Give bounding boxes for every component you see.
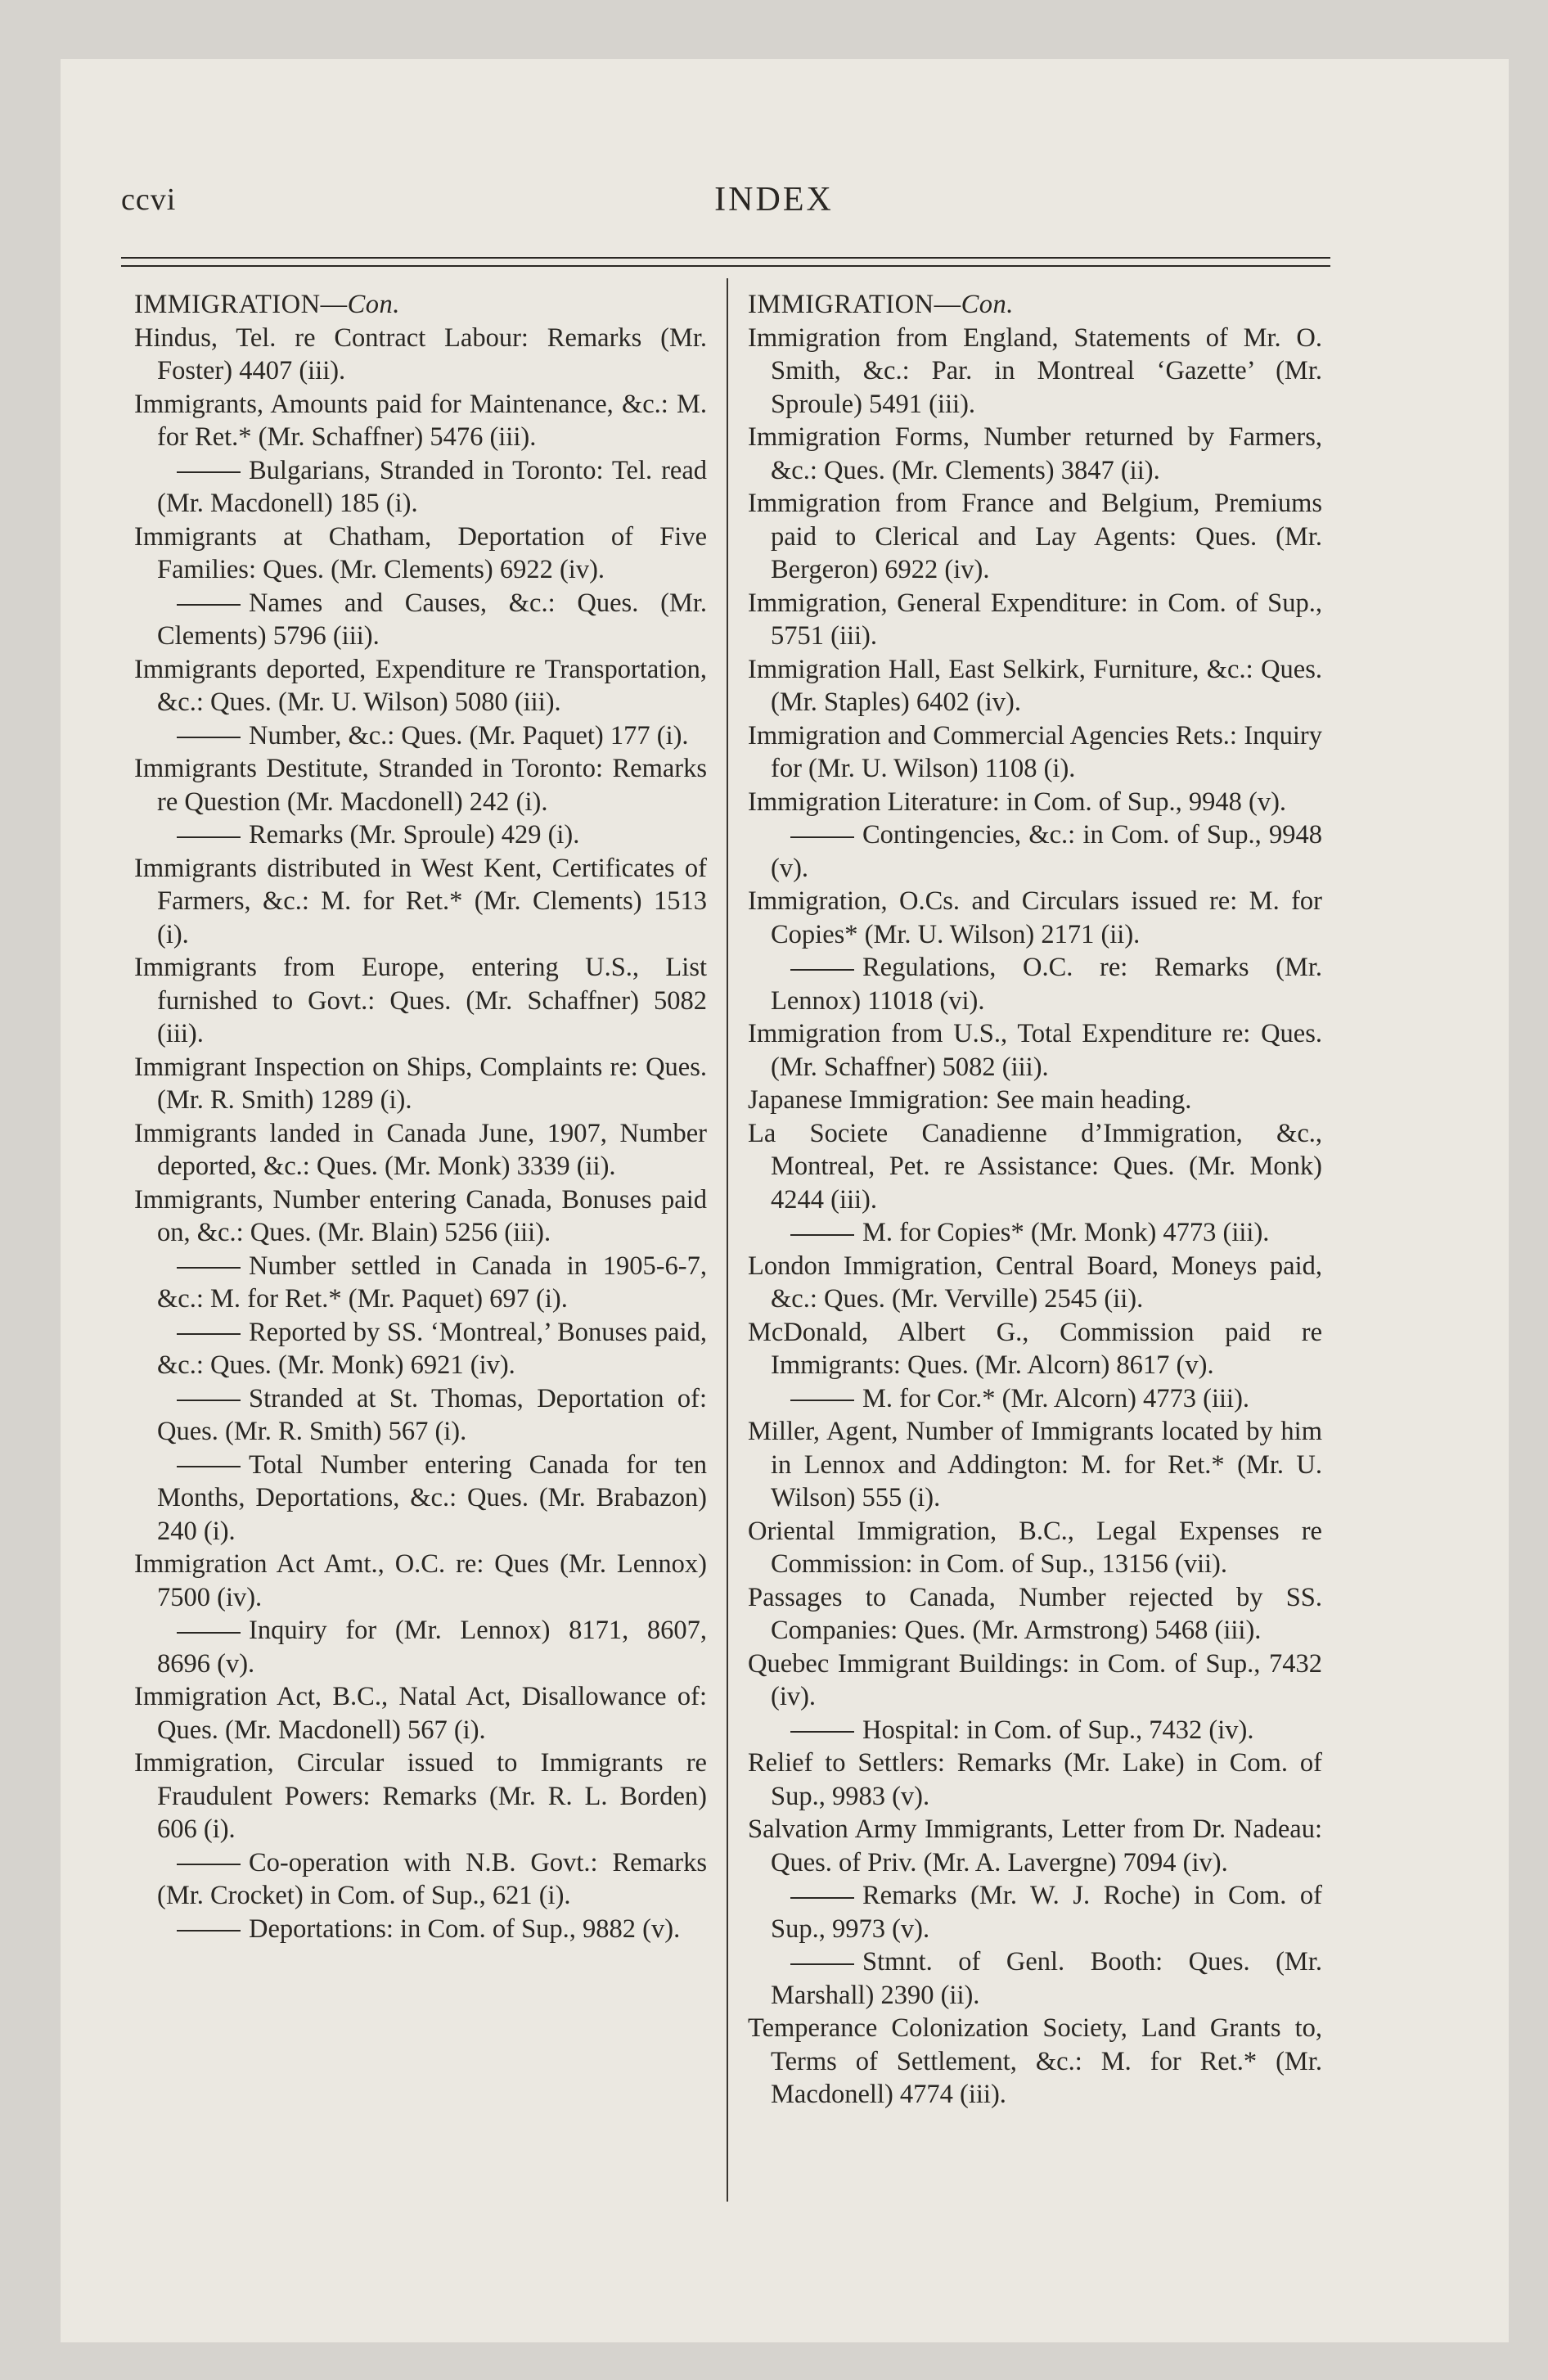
index-subentry: [134, 1250, 707, 1316]
entry-text: Hospital: in Com. of Sup., 7432 (iv).: [862, 1715, 1254, 1745]
index-subentry: [134, 1449, 707, 1548]
entry-text: M. for Copies* (Mr. Monk) 4773 (iii).: [862, 1218, 1270, 1247]
index-subentry: [134, 818, 707, 852]
index-entry: [748, 1515, 1322, 1581]
index-entry: [748, 2012, 1322, 2112]
left-entries: [134, 322, 707, 1946]
entry-text: Immigration from France and Belgium, Premiums paid to Clerical and Lay Agents: Ques. (Mr. Bergeron) 6922 (iv).: [748, 489, 1322, 584]
entry-text: Oriental Immigration, B.C., Legal Expenses re Commission: in Com. of Sup., 13156 (vii).: [748, 1516, 1322, 1579]
index-subentry: [134, 1614, 707, 1680]
index-entry: [134, 322, 707, 388]
column-divider: [727, 278, 728, 2202]
heading-text: IMMIGRATION—: [748, 290, 961, 319]
entry-text: Immigration, General Expenditure: in Com. of Sup., 5751 (iii).: [748, 588, 1322, 651]
index-entry: [748, 1415, 1322, 1515]
index-entry: [748, 1250, 1322, 1316]
entry-text: Stranded at St. Thomas, Deportation of: Ques. (Mr. R. Smith) 567 (i).: [157, 1383, 707, 1446]
header-rule-bottom: [121, 265, 1330, 267]
entry-text: Relief to Settlers: Remarks (Mr. Lake) in Com. of Sup., 9983 (v).: [748, 1748, 1322, 1811]
index-entry: [748, 421, 1322, 487]
ditto-dash: [177, 471, 241, 473]
index-subentry: [134, 587, 707, 653]
entry-text: Immigrants, Number entering Canada, Bonuses paid on, &c.: Ques. (Mr. Blain) 5256 (iii).: [134, 1184, 707, 1247]
entry-text: Inquiry for (Mr. Lennox) 8171, 8607, 8696 (v).: [157, 1616, 707, 1679]
ditto-dash: [790, 1234, 854, 1236]
entry-text: Hindus, Tel. re Contract Labour: Remarks (Mr. Foster) 4407 (iii).: [134, 322, 707, 385]
index-entry: [134, 1183, 707, 1250]
entry-text: Number settled in Canada in 1905-6-7, &c.: M. for Ret.* (Mr. Paquet) 697 (i).: [157, 1251, 707, 1314]
left-column: [134, 288, 707, 1945]
entry-text: Quebec Immigrant Buildings: in Com. of Sup., 7432 (iv).: [748, 1648, 1322, 1711]
ditto-dash: [790, 836, 854, 838]
entry-text: Temperance Colonization Society, Land Grants to, Terms of Settlement, &c.: M. for Ret.* (Mr. Macdonell) 4774 (iii).: [748, 2013, 1322, 2109]
index-entry: [134, 852, 707, 952]
index-subentry: [748, 1216, 1322, 1250]
index-subentry: [748, 818, 1322, 885]
index-entry: [134, 1051, 707, 1117]
section-heading: [134, 288, 707, 322]
entry-text: Reported by SS. ‘Montreal,’ Bonuses paid, &c.: Ques. (Mr. Monk) 6921 (iv).: [157, 1317, 707, 1380]
index-entry: [134, 521, 707, 587]
ditto-dash: [790, 1963, 854, 1965]
entry-text: Number, &c.: Ques. (Mr. Paquet) 177 (i).: [249, 720, 689, 751]
index-entry: [748, 587, 1322, 653]
ditto-dash: [790, 1400, 854, 1401]
entry-text: Co-operation with N.B. Govt.: Remarks (Mr. Crocket) in Com. of Sup., 621 (i).: [157, 1847, 707, 1910]
index-entry: [748, 1017, 1322, 1084]
index-entry: [134, 1747, 707, 1846]
index-entry: [748, 719, 1322, 786]
entry-text: Immigrants deported, Expenditure re Transportation, &c.: Ques. (Mr. U. Wilson) 5080 (iii).: [134, 654, 707, 717]
index-entry: [748, 1813, 1322, 1879]
entry-text: Bulgarians, Stranded in Toronto: Tel. read (Mr. Macdonell) 185 (i).: [157, 455, 707, 518]
entry-text: Immigrants landed in Canada June, 1907, Number deported, &c.: Ques. (Mr. Monk) 3339 (ii).: [134, 1118, 707, 1181]
index-subentry: [134, 1846, 707, 1913]
index-entry: [748, 487, 1322, 587]
header-rule-top: [121, 257, 1330, 259]
ditto-dash: [177, 1930, 241, 1931]
index-entry: [134, 951, 707, 1051]
ditto-dash: [790, 1731, 854, 1733]
entry-text: Immigrants, Amounts paid for Maintenance, &c.: M. for Ret.* (Mr. Schaffner) 5476 (iii).: [134, 389, 707, 452]
heading-text: IMMIGRATION—: [134, 290, 348, 319]
index-subentry: [134, 1316, 707, 1382]
entry-text: Immigrants Destitute, Stranded in Toronto: Remarks re Question (Mr. Macdonell) 242 (i).: [134, 754, 707, 817]
ditto-dash: [177, 1267, 241, 1269]
entry-text: M. for Cor.* (Mr. Alcorn) 4773 (iii).: [862, 1383, 1250, 1413]
right-column: [748, 288, 1322, 2112]
index-subentry: [748, 1879, 1322, 1945]
entry-text: Regulations, O.C. re: Remarks (Mr. Lennox) 11018 (vi).: [771, 953, 1322, 1016]
index-subentry: [134, 454, 707, 521]
ditto-dash: [790, 1897, 854, 1899]
entry-text: London Immigration, Central Board, Moneys paid, &c.: Ques. (Mr. Verville) 2545 (ii).: [748, 1251, 1322, 1314]
index-subentry: [748, 1714, 1322, 1747]
entry-text: Japanese Immigration: See main heading.: [748, 1085, 1192, 1115]
entry-text: Immigration Literature: in Com. of Sup., 9948 (v).: [748, 787, 1287, 817]
index-entry: [748, 1747, 1322, 1813]
ditto-dash: [177, 836, 241, 838]
index-entry: [748, 322, 1322, 421]
entry-text: Total Number entering Canada for ten Months, Deportations, &c.: Ques. (Mr. Brabazon) 240 (i).: [157, 1449, 707, 1546]
entry-text: Immigration Hall, East Selkirk, Furniture, &c.: Ques. (Mr. Staples) 6402 (iv).: [748, 654, 1322, 717]
index-entry: [134, 388, 707, 454]
ditto-dash: [177, 1632, 241, 1634]
entry-text: Immigration from U.S., Total Expenditure re: Ques. (Mr. Schaffner) 5082 (iii).: [748, 1019, 1322, 1082]
index-entry: [134, 752, 707, 818]
page-title: INDEX: [714, 181, 834, 219]
index-entry: [748, 1648, 1322, 1714]
heading-suffix: Con.: [347, 290, 400, 319]
entry-text: Immigration Forms, Number returned by Farmers, &c.: Ques. (Mr. Clements) 3847 (ii).: [748, 422, 1322, 485]
entry-text: Miller, Agent, Number of Immigrants located by him in Lennox and Addington: M. for Ret.* (Mr. U. Wilson) 555 (i).: [748, 1417, 1322, 1512]
index-entry: [748, 1084, 1322, 1117]
index-subentry: [748, 1945, 1322, 2012]
ditto-dash: [177, 1333, 241, 1335]
entry-text: Immigration Act, B.C., Natal Act, Disallowance of: Ques. (Mr. Macdonell) 567 (i).: [134, 1682, 707, 1745]
entry-text: Immigrant Inspection on Ships, Complaints re: Ques. (Mr. R. Smith) 1289 (i).: [134, 1052, 707, 1115]
index-entry: [748, 885, 1322, 951]
ditto-dash: [177, 604, 241, 606]
ditto-dash: [177, 1864, 241, 1865]
index-entry: [134, 653, 707, 719]
index-subentry: [134, 719, 707, 753]
index-entry: [748, 653, 1322, 719]
index-subentry: [134, 1913, 707, 1946]
entry-text: La Societe Canadienne d’Immigration, &c., Montreal, Pet. re Assistance: Ques. (Mr. Monk) 4244 (iii).: [748, 1118, 1322, 1215]
entry-text: Immigration, Circular issued to Immigrants re Fraudulent Powers: Remarks (Mr. R. L. Borden) 606 (i).: [134, 1748, 707, 1844]
entry-text: Passages to Canada, Number rejected by SS. Companies: Ques. (Mr. Armstrong) 5468 (iii).: [748, 1582, 1322, 1645]
entry-text: Immigration and Commercial Agencies Rets.: Inquiry for (Mr. U. Wilson) 1108 (i).: [748, 720, 1322, 783]
ditto-dash: [177, 1466, 241, 1467]
index-subentry: [134, 1382, 707, 1449]
entry-text: Stmnt. of Genl. Booth: Ques. (Mr. Marshall) 2390 (ii).: [771, 1947, 1322, 2010]
entry-text: Immigration Act Amt., O.C. re: Ques (Mr. Lennox) 7500 (iv).: [134, 1549, 707, 1612]
entry-text: Immigrants at Chatham, Deportation of Five Families: Ques. (Mr. Clements) 6922 (iv).: [134, 521, 707, 584]
entry-text: Deportations: in Com. of Sup., 9882 (v).: [249, 1913, 681, 1944]
entry-text: Immigrants distributed in West Kent, Certificates of Farmers, &c.: M. for Ret.* (Mr. Clements) 1513 (i).: [134, 853, 707, 949]
ditto-dash: [790, 969, 854, 971]
index-subentry: [748, 1382, 1322, 1416]
index-entry: [748, 1316, 1322, 1382]
entry-text: Remarks (Mr. Sproule) 429 (i).: [249, 820, 580, 850]
ditto-dash: [177, 737, 241, 738]
ditto-dash: [177, 1400, 241, 1401]
index-entry: [748, 786, 1322, 819]
entry-text: Immigration, O.Cs. and Circulars issued re: M. for Copies* (Mr. U. Wilson) 2171 (ii).: [748, 886, 1322, 949]
section-heading: [748, 288, 1322, 322]
heading-suffix: Con.: [961, 290, 1014, 319]
entry-text: Salvation Army Immigrants, Letter from Dr. Nadeau: Ques. of Priv. (Mr. A. Lavergne) 7094 (iv).: [748, 1814, 1322, 1877]
entry-text: Immigration from England, Statements of Mr. O. Smith, &c.: Par. in Montreal ‘Gazette’ (Mr. Sproule) 5491 (iii).: [748, 322, 1322, 419]
index-entry: [134, 1548, 707, 1614]
entry-text: McDonald, Albert G., Commission paid re Immigrants: Ques. (Mr. Alcorn) 8617 (v).: [748, 1317, 1322, 1380]
index-entry: [134, 1117, 707, 1183]
page-number: ccvi: [121, 183, 177, 217]
index-entry: [748, 1117, 1322, 1217]
entry-text: Names and Causes, &c.: Ques. (Mr. Clements) 5796 (iii).: [157, 588, 707, 651]
index-entry: [748, 1581, 1322, 1648]
right-entries: [748, 322, 1322, 2112]
index-entry: [134, 1680, 707, 1747]
entry-text: Contingencies, &c.: in Com. of Sup., 9948 (v).: [771, 820, 1322, 883]
entry-text: Remarks (Mr. W. J. Roche) in Com. of Sup., 9973 (v).: [771, 1881, 1322, 1944]
entry-text: Immigrants from Europe, entering U.S., List furnished to Govt.: Ques. (Mr. Schaffner) 5082 (iii).: [134, 953, 707, 1048]
index-subentry: [748, 951, 1322, 1017]
